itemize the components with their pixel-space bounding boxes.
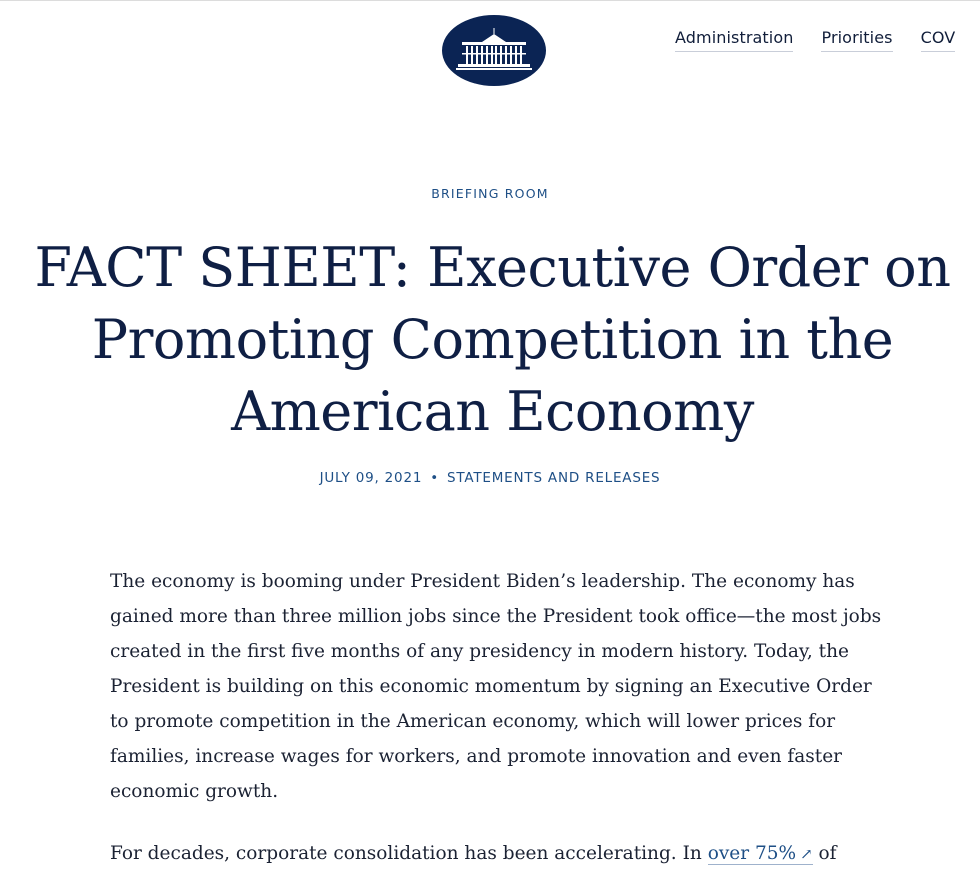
white-house-logo[interactable] xyxy=(442,15,546,86)
article-body xyxy=(110,564,890,873)
white-house-icon xyxy=(454,28,534,74)
paragraph-1: The economy is booming under President Biden’s leadership. The economy has gained more than three million jobs since the President took office—the most jobs created in the first five months of any presidency in modern history. Today, the President is building on this economic momentum by signing an Executive Order to promote competition in the American economy, which will lower prices for families, increase wages for workers, and promote innovation and even faster economic growth. xyxy=(110,571,882,802)
category-link[interactable]: STATEMENTS AND RELEASES xyxy=(447,470,661,486)
meta-separator: • xyxy=(430,470,439,486)
section-eyebrow[interactable]: BRIEFING ROOM xyxy=(431,186,549,201)
page-title: FACT SHEET: Executive Order on Promoting Competition in the American Economy xyxy=(34,236,951,443)
primary-nav xyxy=(675,28,955,52)
paragraph-2-end: of xyxy=(812,843,837,864)
external-link-icon: ↗ xyxy=(800,845,813,863)
paragraph-2 xyxy=(110,836,890,872)
top-border xyxy=(0,0,980,1)
nav-priorities[interactable]: Priorities xyxy=(821,28,892,52)
article-meta xyxy=(0,470,980,486)
paragraph-2-start: For decades, corporate consolidation has been accelerating. In xyxy=(110,843,708,864)
nav-administration[interactable]: Administration xyxy=(675,28,793,52)
over-75-percent-link[interactable] xyxy=(708,843,813,865)
link-text: over 75% xyxy=(707,843,797,864)
publish-date: JULY 09, 2021 xyxy=(319,470,423,486)
nav-covid[interactable]: COV xyxy=(921,28,956,52)
